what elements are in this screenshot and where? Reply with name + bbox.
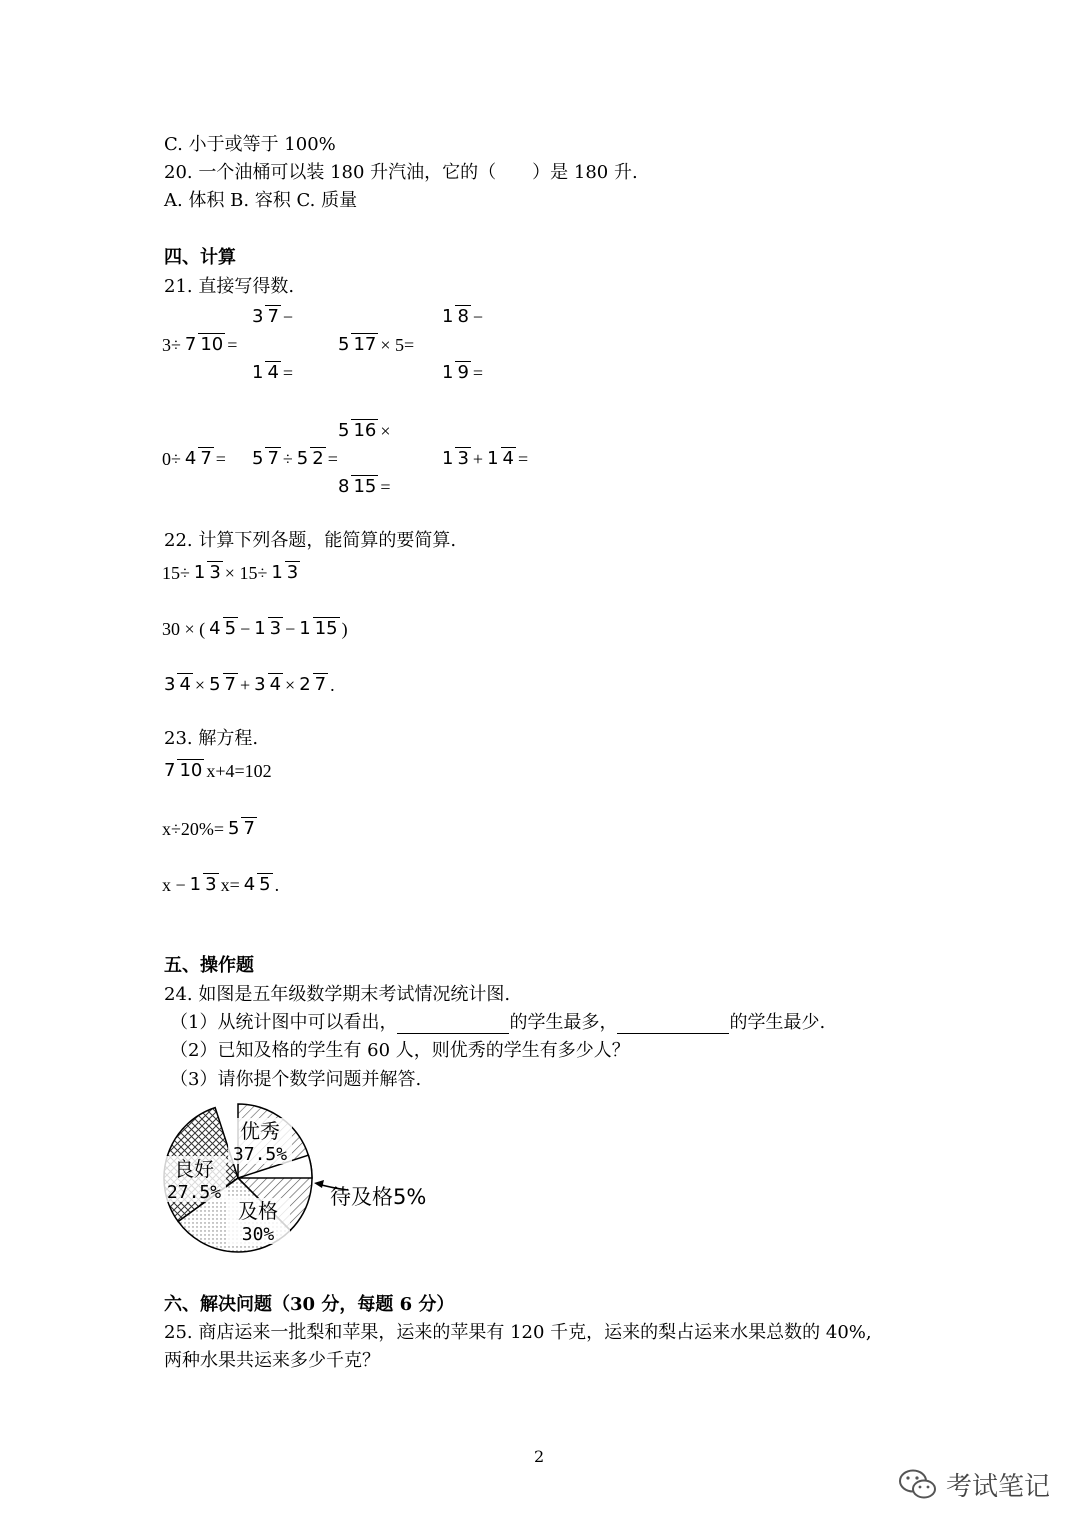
- numerator: 1: [252, 362, 264, 383]
- q23-e3-mid: x=: [220, 874, 240, 895]
- page-number: 2: [534, 1447, 545, 1466]
- q22-e3-end: .: [330, 674, 335, 695]
- q22-e1-frac-2: [269, 562, 300, 584]
- q22-e2-frac-3: [297, 618, 339, 640]
- numerator: 1: [271, 562, 283, 583]
- q22-e3-op3: ×: [285, 674, 296, 695]
- q23-e3-frac-1: [188, 874, 219, 896]
- q23-expr-1: [160, 760, 272, 782]
- section5-title: 五、操作题: [164, 955, 254, 976]
- numerator: 4: [243, 874, 256, 895]
- watermark: [898, 1466, 1050, 1503]
- q22-e3-frac-3: [252, 674, 283, 696]
- numerator: 1: [254, 618, 266, 639]
- q21-e8-frac-b: [485, 448, 516, 470]
- numerator: 5: [228, 818, 240, 839]
- denominator: 3: [269, 618, 282, 639]
- q23-e2-lead: x÷20%=: [162, 818, 225, 839]
- q20-options: A. 体积 B. 容积 C. 质量: [164, 190, 358, 211]
- pie-slice-label: 优秀: [240, 1119, 280, 1143]
- answer-blank-most[interactable]: [397, 1015, 509, 1034]
- q22-e2-frac-1: [207, 618, 238, 640]
- q21-e1-lead: 3÷: [162, 334, 181, 355]
- q22-expr-2: [162, 618, 348, 640]
- q21-e2-frac-a: [250, 306, 281, 328]
- numerator: 1: [442, 448, 454, 469]
- q20-stem-a: 20. 一个油桶可以装 180 升汽油，它的（: [164, 162, 497, 183]
- pie-slice-value: 37.5%: [232, 1144, 288, 1165]
- numerator: 7: [184, 334, 197, 355]
- q22-expr-3: [160, 674, 335, 696]
- q21-expr-2a: [248, 306, 293, 328]
- q24-p1-b: 的学生最多，: [509, 1012, 618, 1033]
- numerator: 3: [252, 306, 264, 327]
- numerator: 5: [296, 448, 309, 469]
- q21-e6-tail: =: [327, 448, 338, 469]
- denominator: 17: [353, 334, 377, 355]
- denominator: 16: [353, 420, 377, 441]
- q21-e2-frac-b: [250, 362, 281, 384]
- q22-e2-a: 30 × (: [162, 618, 206, 639]
- q21-expr-1: [162, 334, 237, 356]
- denominator: 2: [312, 448, 324, 469]
- denominator: 5: [224, 618, 237, 639]
- q21-expr-6: [248, 448, 338, 470]
- q21-e5-lead: 0÷: [162, 448, 181, 469]
- numerator: 8: [338, 476, 350, 497]
- q23-e2-frac: [226, 818, 257, 840]
- q23-expr-3: [162, 874, 279, 896]
- q21-e5-frac: [183, 448, 214, 470]
- answer-blank-least[interactable]: [617, 1015, 729, 1034]
- q21-e4-frac-b: [440, 362, 471, 384]
- numerator: 7: [164, 760, 176, 781]
- q21-e6-op: ÷: [282, 448, 293, 469]
- q21-expr-7a: [334, 420, 391, 442]
- q22-e2-frac-2: [252, 618, 283, 640]
- numerator: 5: [252, 448, 264, 469]
- denominator: 7: [314, 674, 327, 695]
- q22-e3-frac-1: [162, 674, 193, 696]
- denominator: 3: [286, 562, 299, 583]
- q21-e8-tail: =: [517, 448, 529, 469]
- q21-e3-frac: [336, 334, 378, 356]
- q21-e6-frac-a: [250, 448, 281, 470]
- q21-e8-op: +: [472, 448, 484, 469]
- q19-option-c: C. 小于或等于 100%: [164, 134, 336, 155]
- q21-expr-7b: [334, 476, 391, 498]
- numerator: 1: [299, 618, 311, 639]
- q23-e3-lead: x −: [162, 874, 186, 895]
- numerator: 5: [209, 674, 221, 695]
- q21-e2-tail: =: [282, 362, 294, 383]
- denominator: 7: [224, 674, 236, 695]
- q24-title: 24. 如图是五年级数学期末考试情况统计图.: [164, 984, 511, 1005]
- q22-title: 22. 计算下列各题，能简算的要简算.: [164, 530, 457, 551]
- denominator: 4: [269, 674, 282, 695]
- q21-e5-tail: =: [215, 448, 226, 469]
- numerator: 3: [164, 674, 176, 695]
- q21-expr-2b: [248, 362, 293, 384]
- q21-e6-frac-b: [295, 448, 326, 470]
- q23-expr-2: [162, 818, 259, 840]
- q22-e3-frac-2: [207, 674, 238, 696]
- q21-e7-tail: =: [380, 476, 391, 497]
- numerator: 1: [193, 562, 206, 583]
- denominator: 15: [314, 618, 338, 639]
- numerator: 5: [338, 420, 350, 441]
- q21-e7-frac-b: [336, 476, 378, 498]
- q21-e2-op: −: [282, 306, 294, 327]
- pie-slice-label: 及格: [238, 1199, 278, 1223]
- q25-line-2: 两种水果共运来多少千克？: [164, 1350, 380, 1371]
- q24-part-3: （3）请你提个数学问题并解答.: [170, 1069, 422, 1090]
- denominator: 3: [205, 874, 217, 895]
- q22-e3-frac-4: [297, 674, 328, 696]
- denominator: 4: [502, 448, 514, 469]
- pie-slice-label: 良好: [174, 1157, 214, 1181]
- denominator: 7: [243, 818, 255, 839]
- section6-title: 六、解决问题（30 分，每题 6 分）: [164, 1294, 455, 1315]
- q21-expr-4a: [438, 306, 483, 328]
- q23-title: 23. 解方程.: [164, 728, 259, 749]
- denominator: 5: [259, 874, 271, 895]
- q22-e3-op2: +: [239, 674, 251, 695]
- q21-e7-frac-a: [336, 420, 378, 442]
- q22-expr-1: [162, 562, 302, 584]
- pie-label-outside: 待及格5%: [330, 1185, 427, 1209]
- q21-e4-op: −: [472, 306, 484, 327]
- q21-expr-4b: [438, 362, 483, 384]
- q21-e3-tail: × 5=: [380, 334, 415, 355]
- denominator: 3: [209, 562, 221, 583]
- q22-e2-op2: −: [285, 618, 296, 639]
- numerator: 1: [189, 874, 202, 895]
- q21-title: 21. 直接写得数.: [164, 276, 295, 297]
- numerator: 1: [442, 362, 454, 383]
- q22-e2-op1: −: [240, 618, 251, 639]
- denominator: 10: [179, 760, 203, 781]
- q25-line-1: 25. 商店运来一批梨和苹果，运来的苹果有 120 千克，运来的梨占运来水果总数的 40%,: [164, 1322, 872, 1343]
- q22-e1-b: × 15÷: [224, 562, 268, 583]
- q21-e4-frac-a: [440, 306, 471, 328]
- wechat-icon: [898, 1467, 938, 1503]
- numerator: 1: [442, 306, 454, 327]
- q21-e4-tail: =: [472, 362, 484, 383]
- q20-stem-b: ）是 180 升.: [532, 162, 638, 183]
- denominator: 4: [267, 362, 279, 383]
- q21-expr-3: [334, 334, 414, 356]
- denominator: 7: [200, 448, 212, 469]
- denominator: 7: [267, 448, 279, 469]
- pie-slice-value: 27.5%: [166, 1182, 222, 1203]
- q21-e7-op: ×: [380, 420, 391, 441]
- denominator: 8: [457, 306, 469, 327]
- q21-e1-tail: =: [227, 334, 238, 355]
- q24-part-2: （2）已知及格的学生有 60 人，则优秀的学生有多少人？: [170, 1040, 630, 1061]
- numerator: 2: [299, 674, 311, 695]
- numerator: 1: [487, 448, 499, 469]
- numerator: 4: [209, 618, 221, 639]
- numerator: 5: [338, 334, 350, 355]
- pie-slice-value: 30%: [241, 1224, 275, 1245]
- pointer-arrow: [314, 1180, 324, 1188]
- q22-e3-op1: ×: [194, 674, 206, 695]
- section4-title: 四、计算: [164, 247, 236, 268]
- q21-e1-frac: [183, 334, 225, 356]
- q24-p1-a: （1）从统计图中可以看出，: [170, 1012, 398, 1033]
- q22-e1-a: 15÷: [162, 562, 190, 583]
- q21-e8-frac-a: [440, 448, 471, 470]
- q21-expr-8: [438, 448, 528, 470]
- q21-expr-5: [162, 448, 226, 470]
- q23-e1-frac: [162, 760, 204, 782]
- watermark-text: 考试笔记: [946, 1472, 1051, 1502]
- denominator: 4: [179, 674, 191, 695]
- denominator: 10: [200, 334, 224, 355]
- q23-e3-frac-2: [242, 874, 273, 896]
- q24-p1-c: 的学生最少.: [729, 1012, 826, 1033]
- denominator: 7: [267, 306, 279, 327]
- denominator: 9: [457, 362, 469, 383]
- denominator: 3: [457, 448, 469, 469]
- q22-e1-frac-1: [192, 562, 223, 584]
- q22-e2-close: ): [341, 618, 348, 639]
- q24-part-1: [170, 1012, 825, 1034]
- pie-chart: [160, 1098, 432, 1258]
- numerator: 3: [254, 674, 266, 695]
- numerator: 4: [184, 448, 197, 469]
- denominator: 15: [353, 476, 377, 497]
- q23-e1-tail: x+4=102: [206, 760, 272, 781]
- q23-e3-end: .: [274, 874, 280, 895]
- q20-stem: [164, 162, 638, 184]
